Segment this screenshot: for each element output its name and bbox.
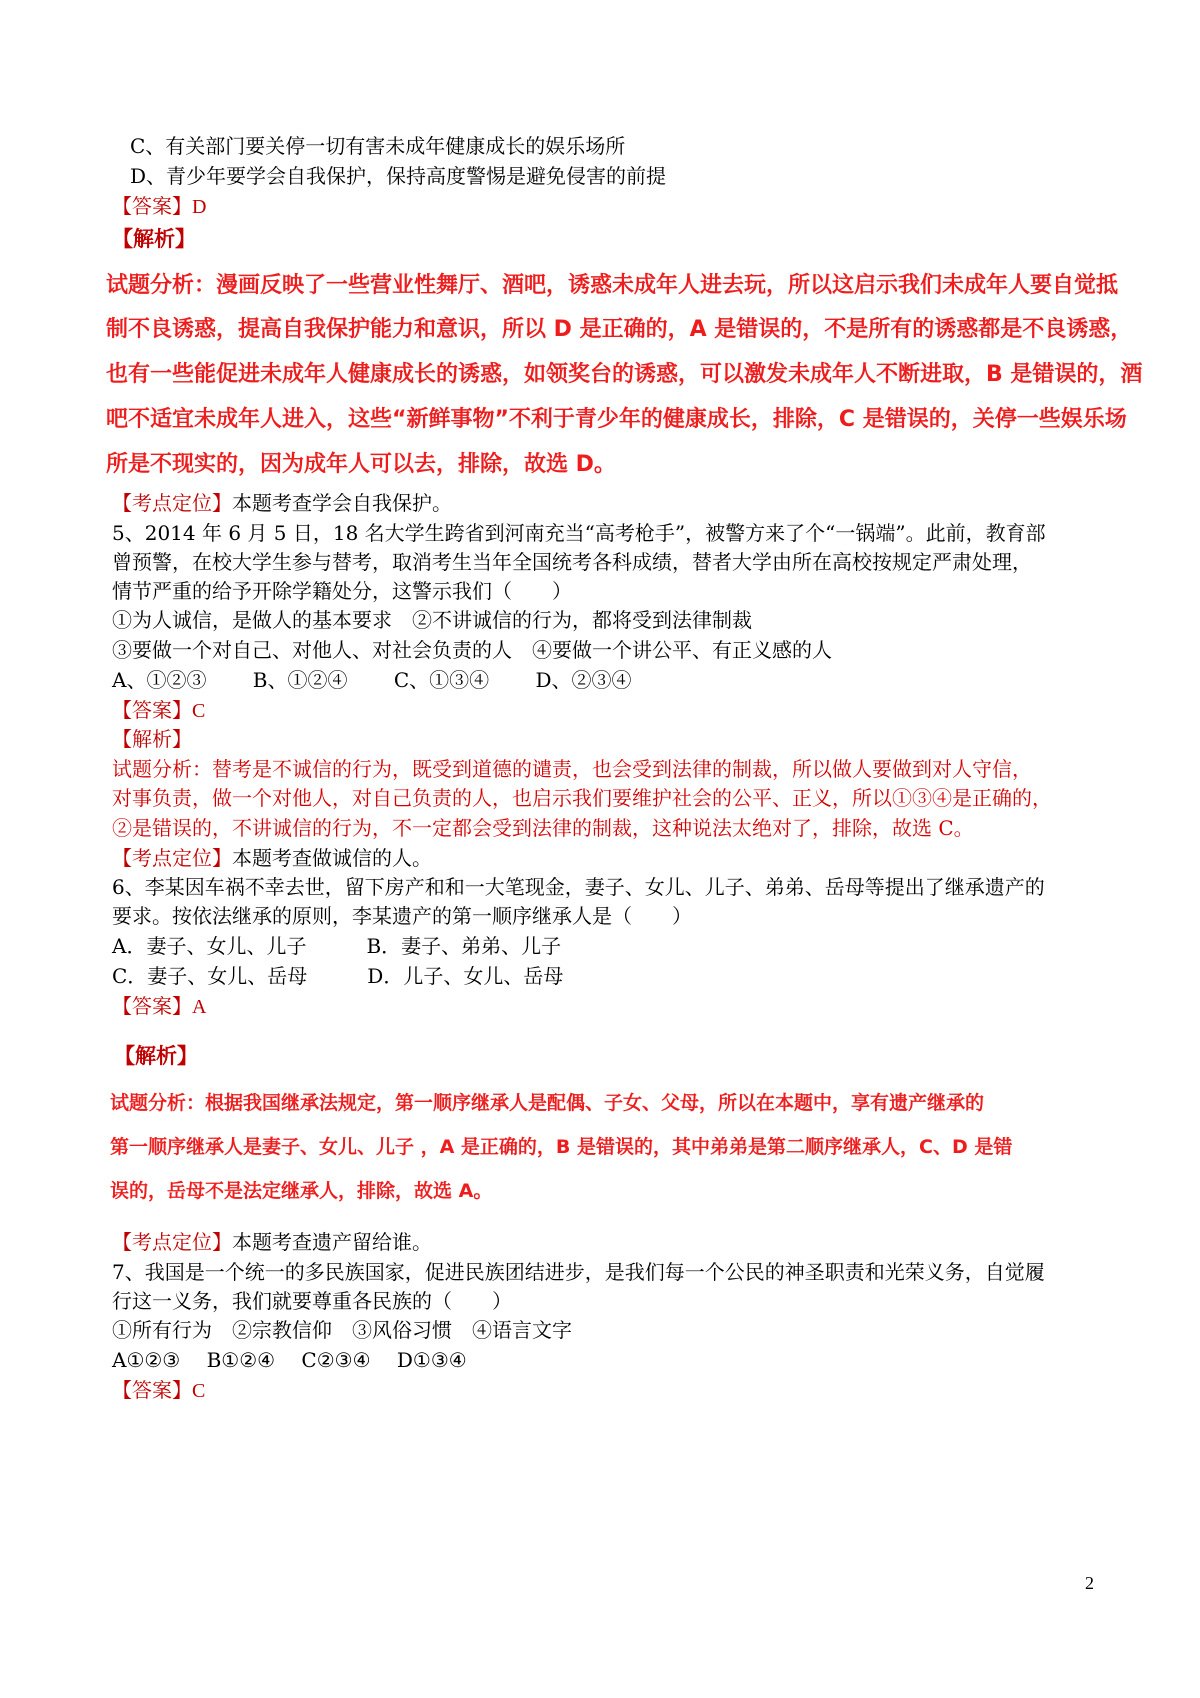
q5-analysis-line: 对事负责，做一个对他人，对自己负责的人，也启示我们要维护社会的公平、正义，所以①③④是正确的， xyxy=(112,786,1052,810)
q4-analysis-line: 所是不现实的，因为成年人可以去，排除，故选 D。 xyxy=(106,452,616,477)
q4-option-d: D、青少年要学会自我保护，保持高度警惕是避免侵害的前提 xyxy=(130,164,667,188)
q5-analysis-tag: 【解析】 xyxy=(112,727,192,751)
point-text: 本题考查做诚信的人。 xyxy=(232,846,432,870)
q5-stem-line: 情节严重的给予开除学籍处分，这警示我们（ ） xyxy=(112,579,572,603)
q4-analysis-line: 也有一些能促进未成年人健康成长的诱惑，如领奖台的诱惑，可以激发未成年人不断进取，B 是错误的，酒 xyxy=(106,362,1143,387)
q5-items-line: ①为人诚信，是做人的基本要求 ②不讲诚信的行为，都将受到法律制裁 xyxy=(112,608,752,632)
q5-point-line xyxy=(112,845,432,871)
q4-analysis-line: 试题分析：漫画反映了一些营业性舞厅、酒吧，诱惑未成年人进去玩，所以这启示我们未成年人要自觉抵 xyxy=(106,273,1119,298)
q5-choices: A、①②③ B、①②④ C、①③④ D、②③④ xyxy=(112,668,632,692)
answer-value: C xyxy=(192,700,206,722)
q6-choices-line: C．妻子、女儿、岳母 D．儿子、女儿、岳母 xyxy=(112,964,564,988)
q4-point-line xyxy=(112,490,452,516)
q6-analysis-tag: 【解析】 xyxy=(114,1044,198,1068)
page-number: 2 xyxy=(1085,1573,1094,1593)
answer-value: A xyxy=(192,996,207,1018)
answer-value: C xyxy=(192,1380,206,1402)
q6-choices-line: A．妻子、女儿、儿子 B．妻子、弟弟、儿子 xyxy=(112,934,562,958)
q7-stem-line: 行这一义务，我们就要尊重各民族的（ ） xyxy=(112,1289,512,1313)
q6-analysis-line: 误的，岳母不是法定继承人，排除，故选 A。 xyxy=(110,1180,493,1202)
point-tag: 【考点定位】 xyxy=(112,1230,232,1254)
q6-analysis-line: 试题分析：根据我国继承法规定，第一顺序继承人是配偶、子女、父母，所以在本题中，享有遗产继承的 xyxy=(110,1092,985,1114)
answer-tag: 【答案】 xyxy=(112,994,192,1018)
q4-option-c: C、有关部门要关停一切有害未成年健康成长的娱乐场所 xyxy=(130,134,626,158)
q5-items-line: ③要做一个对自己、对他人、对社会负责的人 ④要做一个讲公平、有正义感的人 xyxy=(112,638,832,662)
q7-choices: A①②③ B①②④ C②③④ D①③④ xyxy=(112,1348,467,1372)
q4-analysis-tag: 【解析】 xyxy=(112,227,196,251)
q5-analysis-line: 试题分析：替考是不诚信的行为，既受到道德的谴责，也会受到法律的制裁，所以做人要做到对人守信， xyxy=(112,757,1032,781)
point-tag: 【考点定位】 xyxy=(112,491,232,515)
q5-stem-line: 曾预警，在校大学生参与替考，取消考生当年全国统考各科成绩，替者大学由所在高校按规定严肃处理， xyxy=(112,550,1032,574)
point-text: 本题考查遗产留给谁。 xyxy=(232,1230,432,1254)
q5-answer-line xyxy=(112,697,205,724)
answer-value: D xyxy=(192,196,207,218)
q6-point-line xyxy=(112,1229,432,1255)
q7-answer-line xyxy=(112,1377,205,1404)
q4-analysis-line: 制不良诱惑，提高自我保护能力和意识，所以 D 是正确的，A 是错误的，不是所有的诱惑都是不良诱惑， xyxy=(106,317,1133,342)
q7-stem-line: 7、我国是一个统一的多民族国家，促进民族团结进步，是我们每一个公民的神圣职责和光荣义务，自觉履 xyxy=(112,1260,1045,1284)
q5-stem-line: 5、2014 年 6 月 5 日，18 名大学生跨省到河南充当“高考枪手”，被警方来了个“一锅端”。此前，教育部 xyxy=(112,521,1046,545)
q4-answer-line xyxy=(112,193,206,220)
answer-tag: 【答案】 xyxy=(112,194,192,218)
q6-analysis-line: 第一顺序继承人是妻子、女儿、儿子 ，A 是正确的，B 是错误的，其中弟弟是第二顺序继承人，C、D 是错 xyxy=(110,1136,1013,1158)
q6-stem-line: 要求。按依法继承的原则，李某遗产的第一顺序继承人是（ ） xyxy=(112,904,692,928)
point-text: 本题考查学会自我保护。 xyxy=(232,491,452,515)
answer-tag: 【答案】 xyxy=(112,698,192,722)
q6-answer-line xyxy=(112,993,206,1020)
q4-analysis-line: 吧不适宜未成年人进入，这些“新鲜事物”不利于青少年的健康成长，排除，C 是错误的，关停一些娱乐场 xyxy=(106,407,1127,432)
answer-tag: 【答案】 xyxy=(112,1378,192,1402)
q7-items: ①所有行为 ②宗教信仰 ③风俗习惯 ④语言文字 xyxy=(112,1318,572,1342)
q6-stem-line: 6、李某因车祸不幸去世，留下房产和和一大笔现金，妻子、女儿、儿子、弟弟、岳母等提出了继承遗产的 xyxy=(112,875,1045,899)
point-tag: 【考点定位】 xyxy=(112,846,232,870)
q5-analysis-line: ②是错误的，不讲诚信的行为，不一定都会受到法律的制裁，这种说法太绝对了，排除，故选 C。 xyxy=(112,816,974,840)
